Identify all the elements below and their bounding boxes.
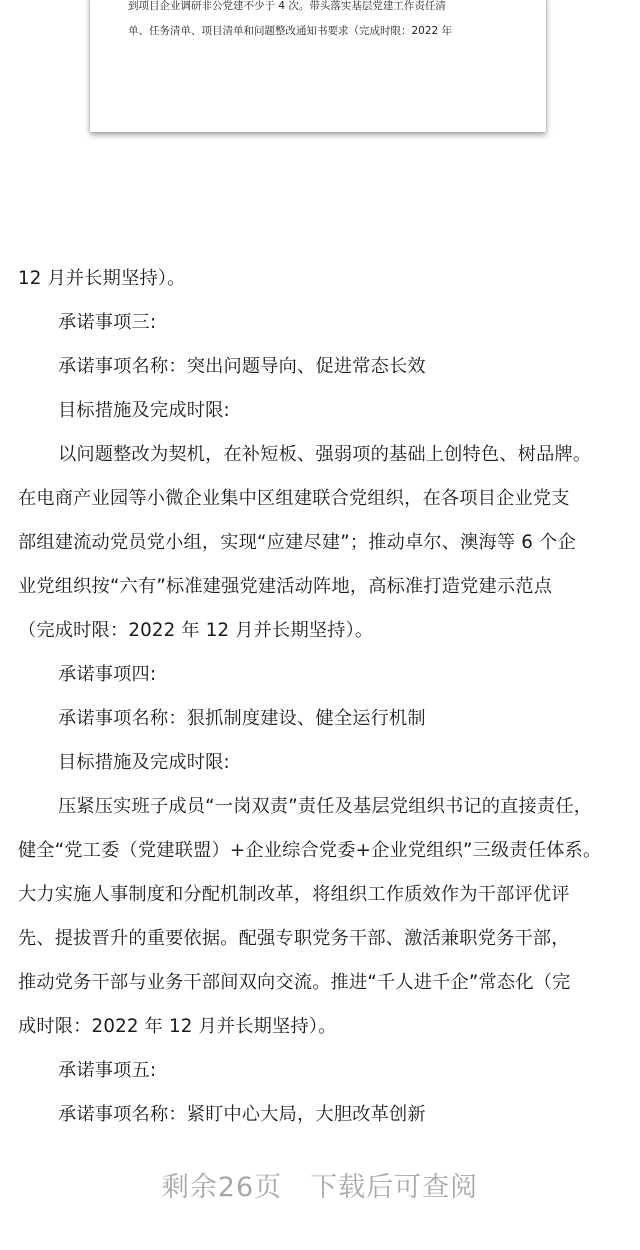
download-prompt[interactable] bbox=[0, 1160, 640, 1216]
document-line: 承诺事项名称：突出问题导向、促进常态长效 bbox=[58, 356, 426, 377]
document-line: 先、提拔晋升的重要依据。配强专职党务干部、激活兼职党务干部， bbox=[18, 928, 570, 949]
document-line: 目标措施及完成时限: bbox=[58, 752, 230, 773]
preview-area bbox=[0, 0, 640, 140]
document-line: 以问题整改为契机，在补短板、强弱项的基础上创特色、树品牌。 bbox=[58, 444, 592, 465]
download-to-view-label[interactable]: 下载后可查阅 bbox=[310, 1172, 479, 1203]
document-line: 承诺事项三: bbox=[58, 312, 157, 333]
document-line: 推动党务干部与业务干部间双向交流。推进“千人进千企”常态化（完 bbox=[18, 972, 571, 993]
document-line: 承诺事项名称：狠抓制度建设、健全运行机制 bbox=[58, 708, 426, 729]
document-line: 在电商产业园等小微企业集中区组建联合党组织，在各项目企业党支 bbox=[18, 488, 570, 509]
document-line: 部组建流动党员党小组，实现“应建尽建”；推动卓尔、澳海等 6 个企 bbox=[18, 532, 576, 553]
document-line: 承诺事项名称：紧盯中心大局，大胆改革创新 bbox=[58, 1104, 426, 1125]
document-line: 压紧压实班子成员“一岗双责”责任及基层党组织书记的直接责任， bbox=[58, 796, 593, 817]
preview-line-2: 单、任务清单、项目清单和问题整改通知书要求（完成时限：2022 年 bbox=[128, 25, 453, 37]
document-line: 健全“党工委（党建联盟）+企业综合党委+企业党组织”三级责任体系。 bbox=[18, 840, 602, 861]
document-line: 业党组织按“六有”标准建强党建活动阵地，高标准打造党建示范点 bbox=[18, 576, 553, 597]
document-line: （完成时限：2022 年 12 月并长期坚持）。 bbox=[18, 620, 374, 641]
remaining-pages-label: 剩余26页 bbox=[161, 1172, 283, 1203]
preview-line-1: 到项目企业调研非公党建不少于 4 次。带头落实基层党建工作责任清 bbox=[128, 0, 446, 12]
document-line: 12 月并长期坚持）。 bbox=[18, 268, 186, 289]
preview-page-card bbox=[90, 0, 546, 132]
document-line: 成时限：2022 年 12 月并长期坚持）。 bbox=[18, 1016, 337, 1037]
document-line: 承诺事项五: bbox=[58, 1060, 157, 1081]
document-line: 目标措施及完成时限: bbox=[58, 400, 230, 421]
document-line: 承诺事项四: bbox=[58, 664, 157, 685]
document-line: 大力实施人事制度和分配机制改革，将组织工作质效作为干部评优评 bbox=[18, 884, 570, 905]
